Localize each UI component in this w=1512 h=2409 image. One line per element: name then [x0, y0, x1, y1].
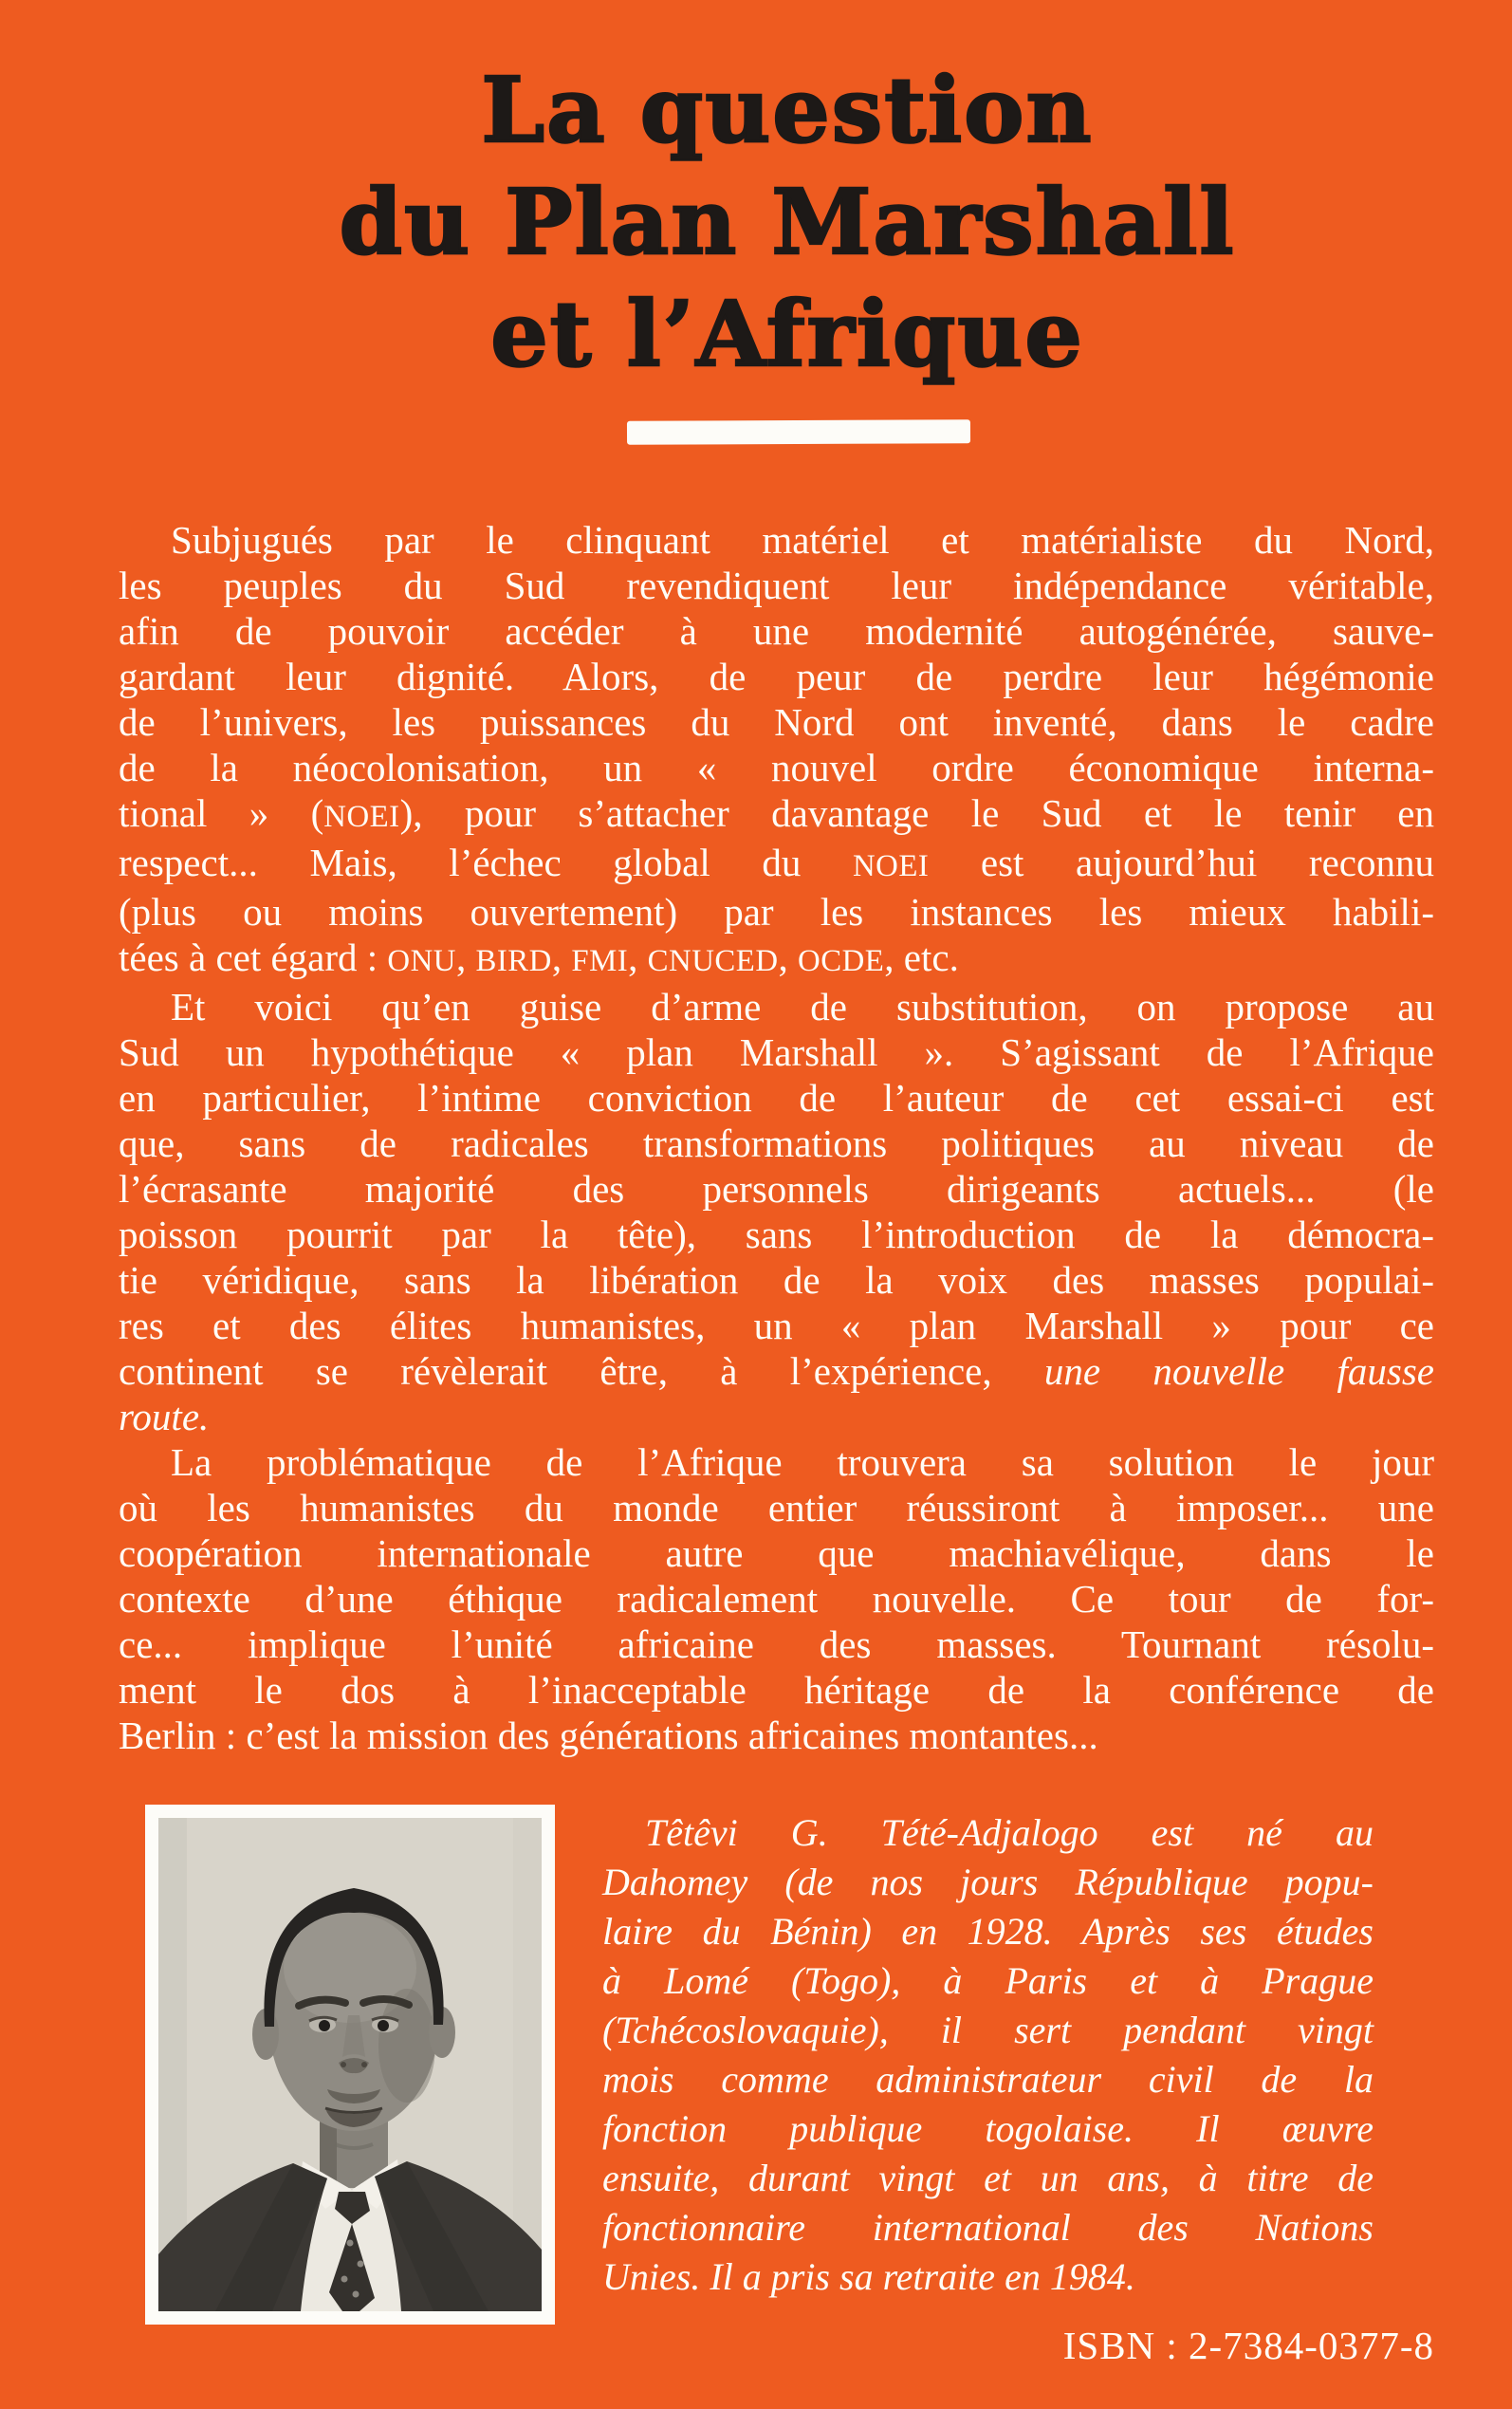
bio-line: ensuite, durant vingt et un ans, à titre de — [602, 2157, 1374, 2199]
title-line-2: du Plan Marshall — [339, 170, 1236, 275]
book-title — [63, 55, 1512, 391]
title-divider-bar — [627, 419, 970, 445]
blurb-line: Sud un hypothétique « plan Marshall ». S’agissant de l’Afrique — [119, 1030, 1434, 1074]
blurb-line: afin de pouvoir accéder à une modernité autogénérée, sauve- — [119, 609, 1434, 653]
blurb-line: La problématique de l’Afrique trouvera sa solution le jour — [171, 1440, 1434, 1484]
blurb-line: de la néocolonisation, un « nouvel ordre économique interna- — [119, 746, 1434, 789]
blurb-line: les peuples du Sud revendiquent leur indépendance véritable, — [119, 564, 1434, 607]
blurb-line: que, sans de radicales transformations politiques au niveau de — [119, 1121, 1434, 1165]
blurb-line: (plus ou moins ouvertement) par les instances les mieux habili- — [119, 890, 1434, 934]
blurb-line: Berlin : c’est la mission des générations africaines montantes... — [119, 1714, 1098, 1757]
blurb-line: gardant leur dignité. Alors, de peur de perdre leur hégémonie — [119, 655, 1434, 698]
author-portrait-photo — [158, 1818, 542, 2311]
author-bio — [602, 1808, 1374, 2302]
blurb-line: contexte d’une éthique radicalement nouvelle. Ce tour de for- — [119, 1577, 1434, 1621]
blurb-line: res et des élites humanistes, un « plan Marshall » pour ce — [119, 1304, 1434, 1347]
bio-line: Unies. Il a pris sa retraite en 1984. — [602, 2255, 1135, 2298]
blurb-line: en particulier, l’intime conviction de l’auteur de cet essai-ci est — [119, 1076, 1434, 1120]
bio-line: (Tchécoslovaquie), il sert pendant vingt — [602, 2009, 1374, 2051]
blurb-line: coopération internationale autre que machiavélique, dans le — [119, 1531, 1434, 1575]
bio-line: fonction publique togolaise. Il œuvre — [602, 2107, 1374, 2150]
blurb-line: ce... implique l’unité africaine des masses. Tournant résolu- — [119, 1622, 1434, 1666]
bio-line: à Lomé (Togo), à Paris et à Prague — [602, 1959, 1374, 2002]
blurb-line: Subjugués par le clinquant matériel et matérialiste du Nord, — [171, 518, 1434, 562]
bio-line: laire du Bénin) en 1928. Après ses études — [602, 1910, 1374, 1953]
blurb-line: tional » (NOEI), pour s’attacher davantage le Sud et le tenir en — [119, 791, 1434, 835]
blurb-line: continent se révèlerait être, à l’expérience, une nouvelle fausse — [119, 1349, 1434, 1393]
blurb-line: route. — [119, 1395, 210, 1438]
author-photo-frame — [145, 1805, 555, 2325]
bio-line: mois comme administrateur civil de la — [602, 2058, 1374, 2101]
blurb-line: respect... Mais, l’échec global du NOEI est aujourd’hui reconnu — [119, 841, 1434, 884]
blurb-line: tie véridique, sans la libération de la voix des masses populai- — [119, 1258, 1434, 1302]
title-line-1: La question — [481, 58, 1094, 163]
blurb-line: de l’univers, les puissances du Nord ont inventé, dans le cadre — [119, 700, 1434, 744]
bio-line: fonctionnaire international des Nations — [602, 2206, 1374, 2249]
bio-line: Dahomey (de nos jours République popu- — [602, 1861, 1374, 1903]
back-cover-blurb — [119, 517, 1434, 1758]
blurb-line: ment le dos à l’inacceptable héritage de la conférence de — [119, 1668, 1434, 1712]
title-line-3: et l’Afrique — [490, 282, 1084, 387]
blurb-line: Et voici qu’en guise d’arme de substitution, on propose au — [171, 985, 1434, 1028]
blurb-line: l’écrasante majorité des personnels dirigeants actuels... (le — [119, 1167, 1434, 1211]
blurb-line: où les humanistes du monde entier réussiront à imposer... une — [119, 1486, 1434, 1529]
blurb-line: poisson pourrit par la tête), sans l’introduction de la démocra- — [119, 1213, 1434, 1256]
bio-line: Têtêvi G. Tété-Adjalogo est né au — [645, 1811, 1374, 1854]
blurb-line: tées à cet égard : ONU, BIRD, FMI, CNUCED, OCDE, etc. — [119, 936, 959, 979]
isbn-label: ISBN : 2-7384-0377-8 — [1062, 2324, 1434, 2367]
